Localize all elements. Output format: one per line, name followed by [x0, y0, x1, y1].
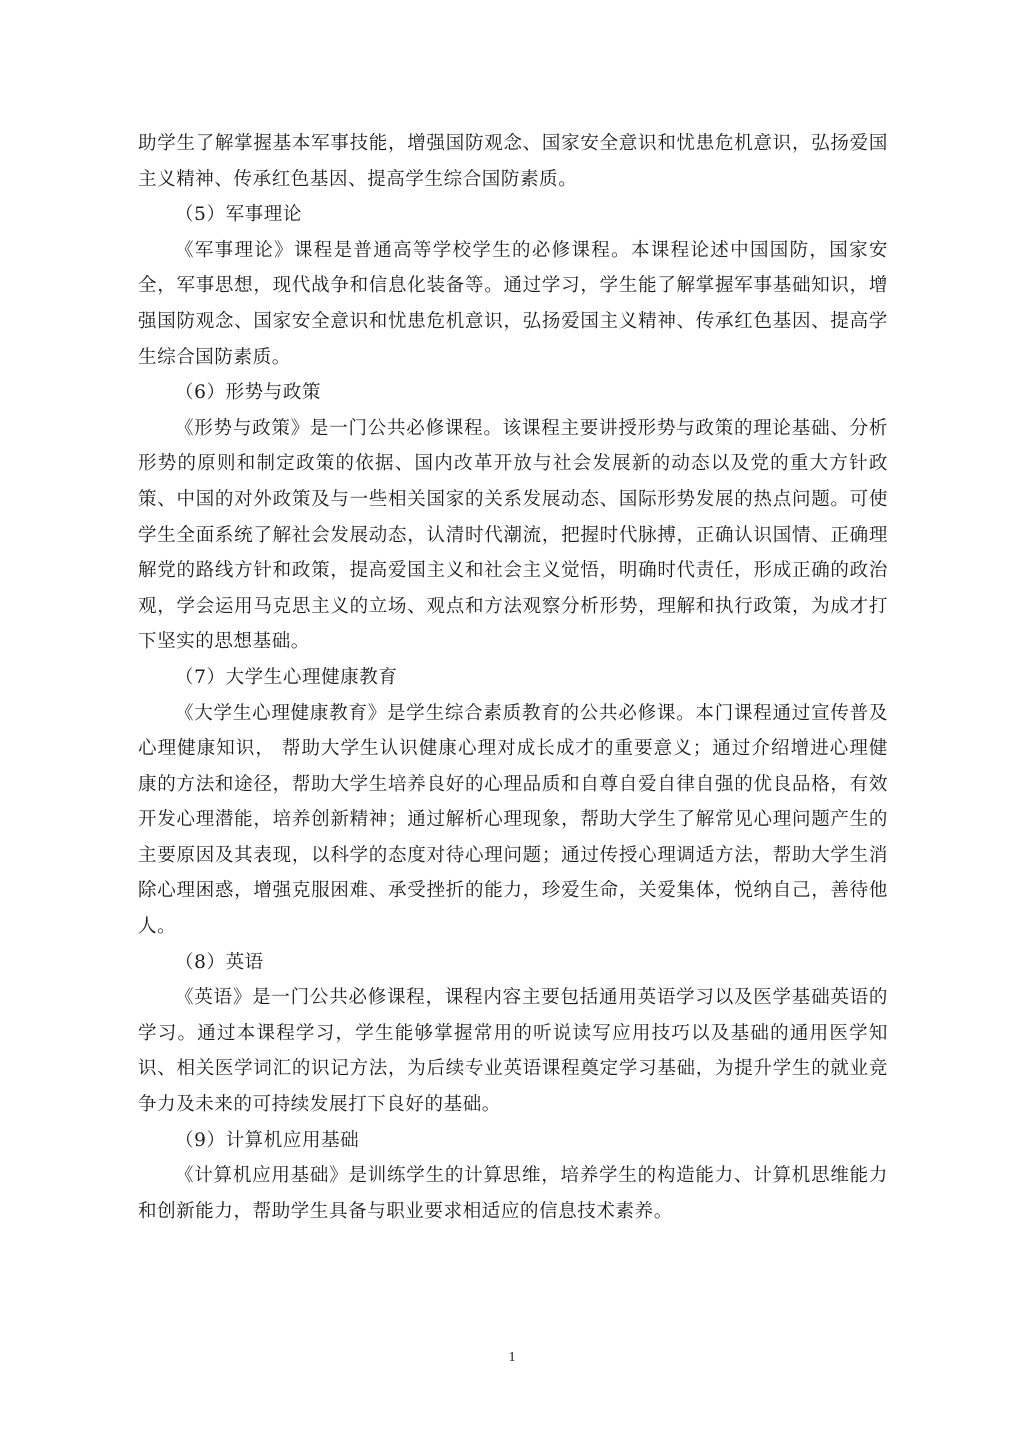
- page-number: 1: [508, 1350, 516, 1365]
- section-heading-computer-basics: （9）计算机应用基础: [175, 1129, 360, 1151]
- section-heading-mental-health: （7）大学生心理健康教育: [175, 666, 398, 688]
- paragraph-military-theory: 《军事理论》课程是普通高等学校学生的必修课程。本课程论述中国国防，国家安全，军事思想，现代战争和信息化装备等。通过学习，学生能了解掌握军事基础知识，增强国防观念、国家安全意识和忧患危机意识，弘扬爱国主义精神、传承红色基因、提高学生综合国防素质。: [138, 239, 888, 368]
- paragraph-computer-basics: 《计算机应用基础》是训练学生的计算思维，培养学生的构造能力、计算机思维能力和创新能力，帮助学生具备与职业要求相适应的信息技术素养。: [138, 1165, 888, 1222]
- paragraph-english: 《英语》是一门公共必修课程，课程内容主要包括通用英语学习以及医学基础英语的学习。通过本课程学习，学生能够掌握常用的听说读写应用技巧以及基础的通用医学知识、相关医学词汇的识记方法，为后续专业英语课程奠定学习基础，为提升学生的就业竞争力及未来的可持续发展打下良好的基础。: [138, 987, 888, 1116]
- paragraph-mental-health: 《大学生心理健康教育》是学生综合素质教育的公共必修课。本门课程通过宣传普及心理健康知识， 帮助大学生认识健康心理对成长成才的重要意义；通过介绍增进心理健康的方法和途径，帮助大学生培养良好的心理品质和自尊自爱自律自强的优良品格，有效开发心理潜能，培养创新精神；通过解析心理现象，帮助大学生了解常见心理问题产生的主要原因及其表现，以科学的态度对待心理问题；通过传授心理调适方法，帮助大学生消除心理困惑，增强克服困难、承受挫折的能力，珍爱生命，关爱集体，悦纳自己，善待他人。: [138, 702, 888, 938]
- section-heading-situation-policy: （6）形势与政策: [175, 382, 322, 404]
- section-heading-military-theory: （5）军事理论: [175, 204, 302, 226]
- paragraph-situation-policy: 《形势与政策》是一门公共必修课程。该课程主要讲授形势与政策的理论基础、分析形势的原则和制定政策的依据、国内改革开放与社会发展新的动态以及党的重大方针政策、中国的对外政策及与一些相关国家的关系发展动态、国际形势发展的热点问题。可使学生全面系统了解社会发展动态，认清时代潮流，把握时代脉搏，正确认识国情、正确理解党的路线方针和政策，提高爱国主义和社会主义觉悟，明确时代责任，形成正确的政治观，学会运用马克思主义的立场、观点和方法观察分析形势，理解和执行政策，为成才打下坚实的思想基础。: [138, 417, 888, 653]
- paragraph-continued: 助学生了解掌握基本军事技能，增强国防观念、国家安全意识和忧患危机意识，弘扬爱国主义精神、传承红色基因、提高学生综合国防素质。: [138, 133, 888, 190]
- document-body: [138, 126, 888, 1229]
- section-heading-english: （8）英语: [175, 951, 264, 973]
